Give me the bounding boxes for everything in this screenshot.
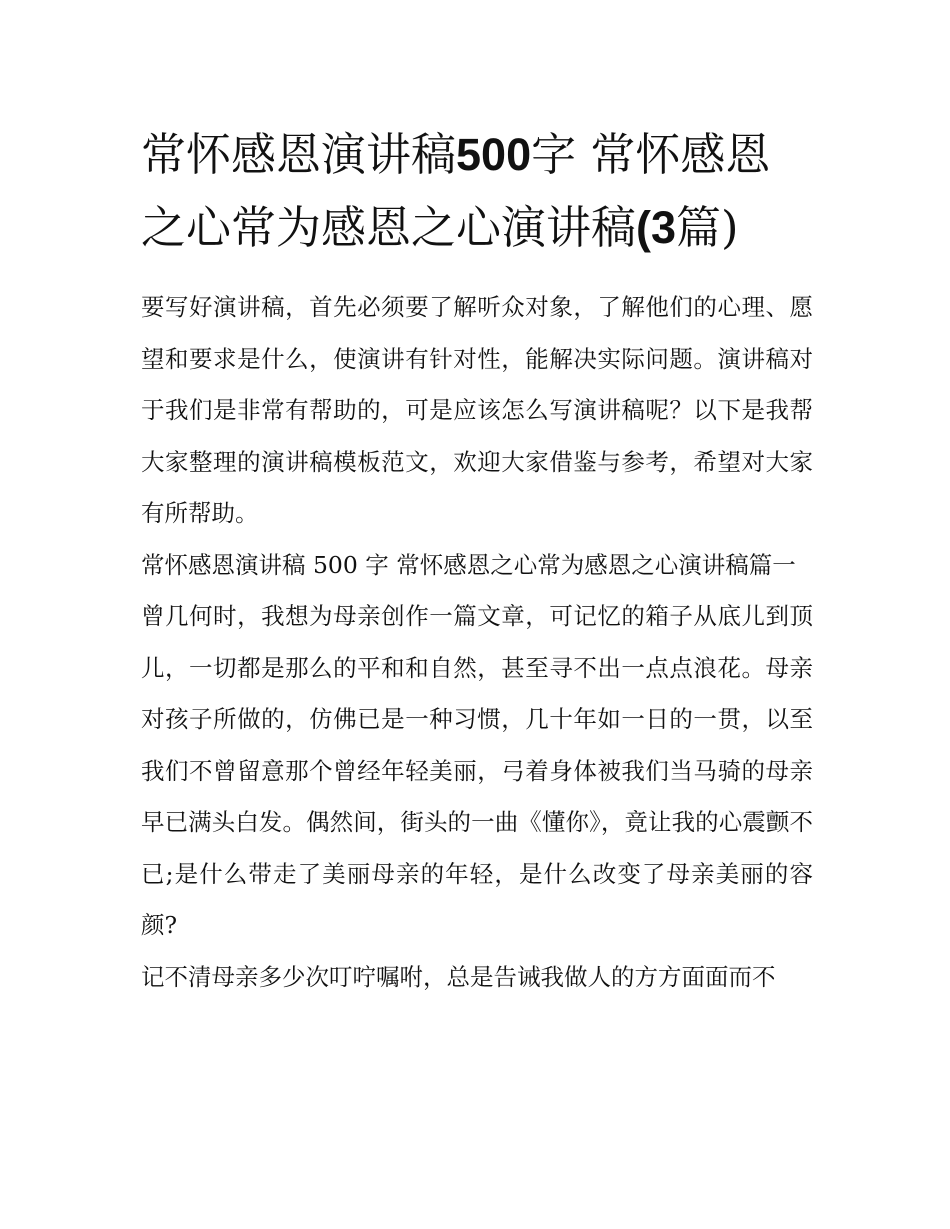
- document-page: [141, 118, 813, 1003]
- body-paragraph-2: 记不清母亲多少次叮咛嘱咐，总是告诫我做人的方方面面而不: [141, 962, 776, 991]
- title-text-1: 常怀感恩演讲稿: [141, 128, 457, 181]
- body-paragraph-1: 曾几何时，我想为母亲创作一篇文章，可记忆的箱子从底儿到顶儿，一切都是那么的平和和自然，甚至寻不出一点点浪花。母亲对孩子所做的，仿佛已是一种习惯，几十年如一日的一贯，以至我们不曾留意那个曾经年轻美丽，弓着身体被我们当马骑的母亲早已满头白发。偶然间，街头的一曲《懂你》，竟让我的心震颤不已;是什么带走了美丽母亲的年轻，是什么改变了母亲美丽的容颜?: [141, 602, 813, 939]
- title-count: (3: [636, 202, 677, 253]
- document-title: [141, 118, 813, 264]
- section-heading: 常怀感恩演讲稿 500 字 常怀感恩之心常为感恩之心演讲稿篇一: [141, 550, 796, 579]
- intro-paragraph: 要写好演讲稿，首先必须要了解听众对象，了解他们的心理、愿望和要求是什么，使演讲有针对性，能解决实际问题。演讲稿对于我们是非常有帮助的，可是应该怎么写演讲稿呢？以下是我帮大家整理的演讲稿模板范文，欢迎大家借鉴与参考，希望对大家有所帮助。: [141, 293, 813, 527]
- title-text-2: 字 常怀感恩之心常为感恩之心演讲稿: [141, 128, 771, 254]
- title-number-500: 500: [456, 129, 532, 180]
- title-text-3: 篇): [676, 201, 739, 254]
